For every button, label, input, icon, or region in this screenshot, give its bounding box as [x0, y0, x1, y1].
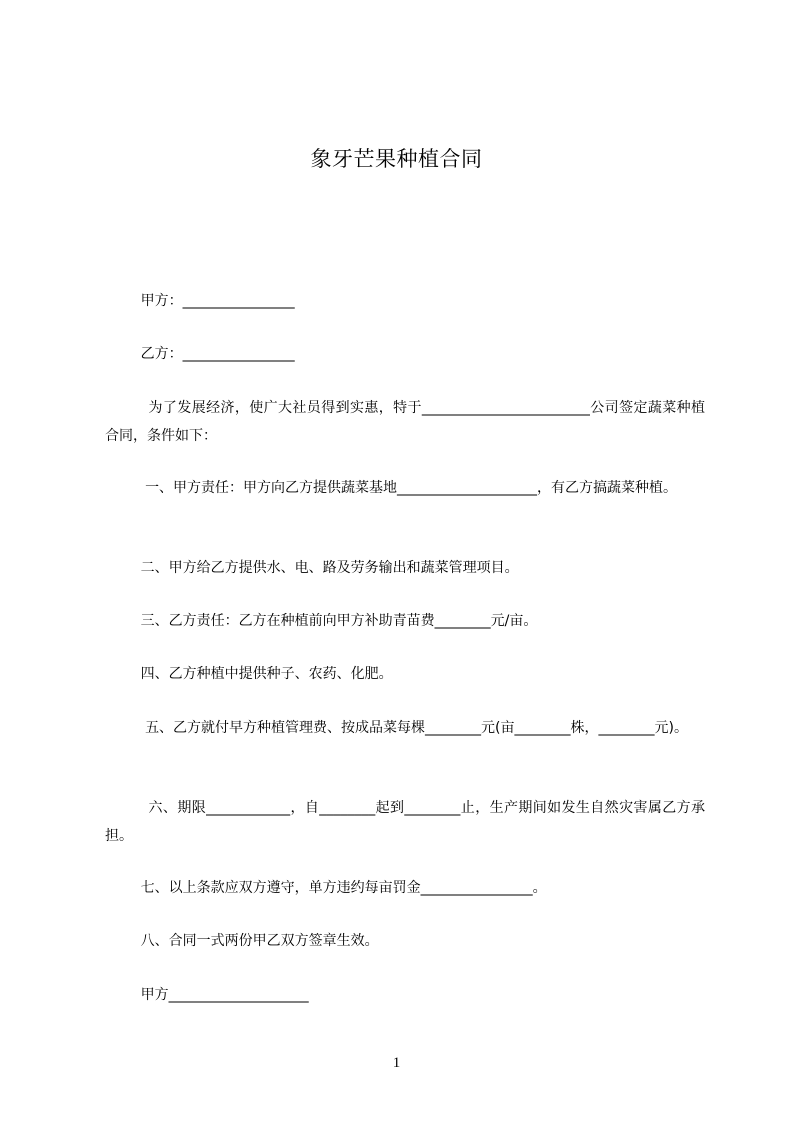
signature-party-a: 甲方____________________	[105, 987, 309, 1003]
page-number: 1	[392, 1055, 401, 1071]
clause-6: 六、期限____________，自________起到________止，生产期间如发生自然灾害属乙方承担。	[105, 800, 705, 844]
clause-4: 四、乙方种植中提供种子、农药、化肥。	[105, 666, 393, 682]
clause-5: 五、乙方就付早方种植管理费、按成品菜每棵________元(亩________株，________元)。	[105, 720, 688, 736]
party-a-line: 甲方：________________	[105, 293, 295, 309]
document-title: 象牙芒果种植合同	[310, 147, 483, 171]
intro-paragraph: 为了发展经济，使广大社员得到实惠，特于________________________公司签定蔬菜种植合同，条件如下：	[105, 400, 705, 444]
party-b-line: 乙方：________________	[105, 346, 295, 362]
clause-1: 一、甲方责任：甲方向乙方提供蔬菜基地____________________，有乙方搞蔬菜种植。	[105, 480, 678, 496]
clause-8: 八、合同一式两份甲乙双方签章生效。	[105, 933, 379, 949]
clause-2: 二、甲方给乙方提供水、电、路及劳务输出和蔬菜管理项目。	[105, 560, 519, 576]
clause-7: 七、以上条款应双方遵守，单方违约每亩罚金________________。	[105, 880, 547, 896]
clause-3: 三、乙方责任：乙方在种植前向甲方补助青苗费________元/亩。	[105, 613, 538, 629]
